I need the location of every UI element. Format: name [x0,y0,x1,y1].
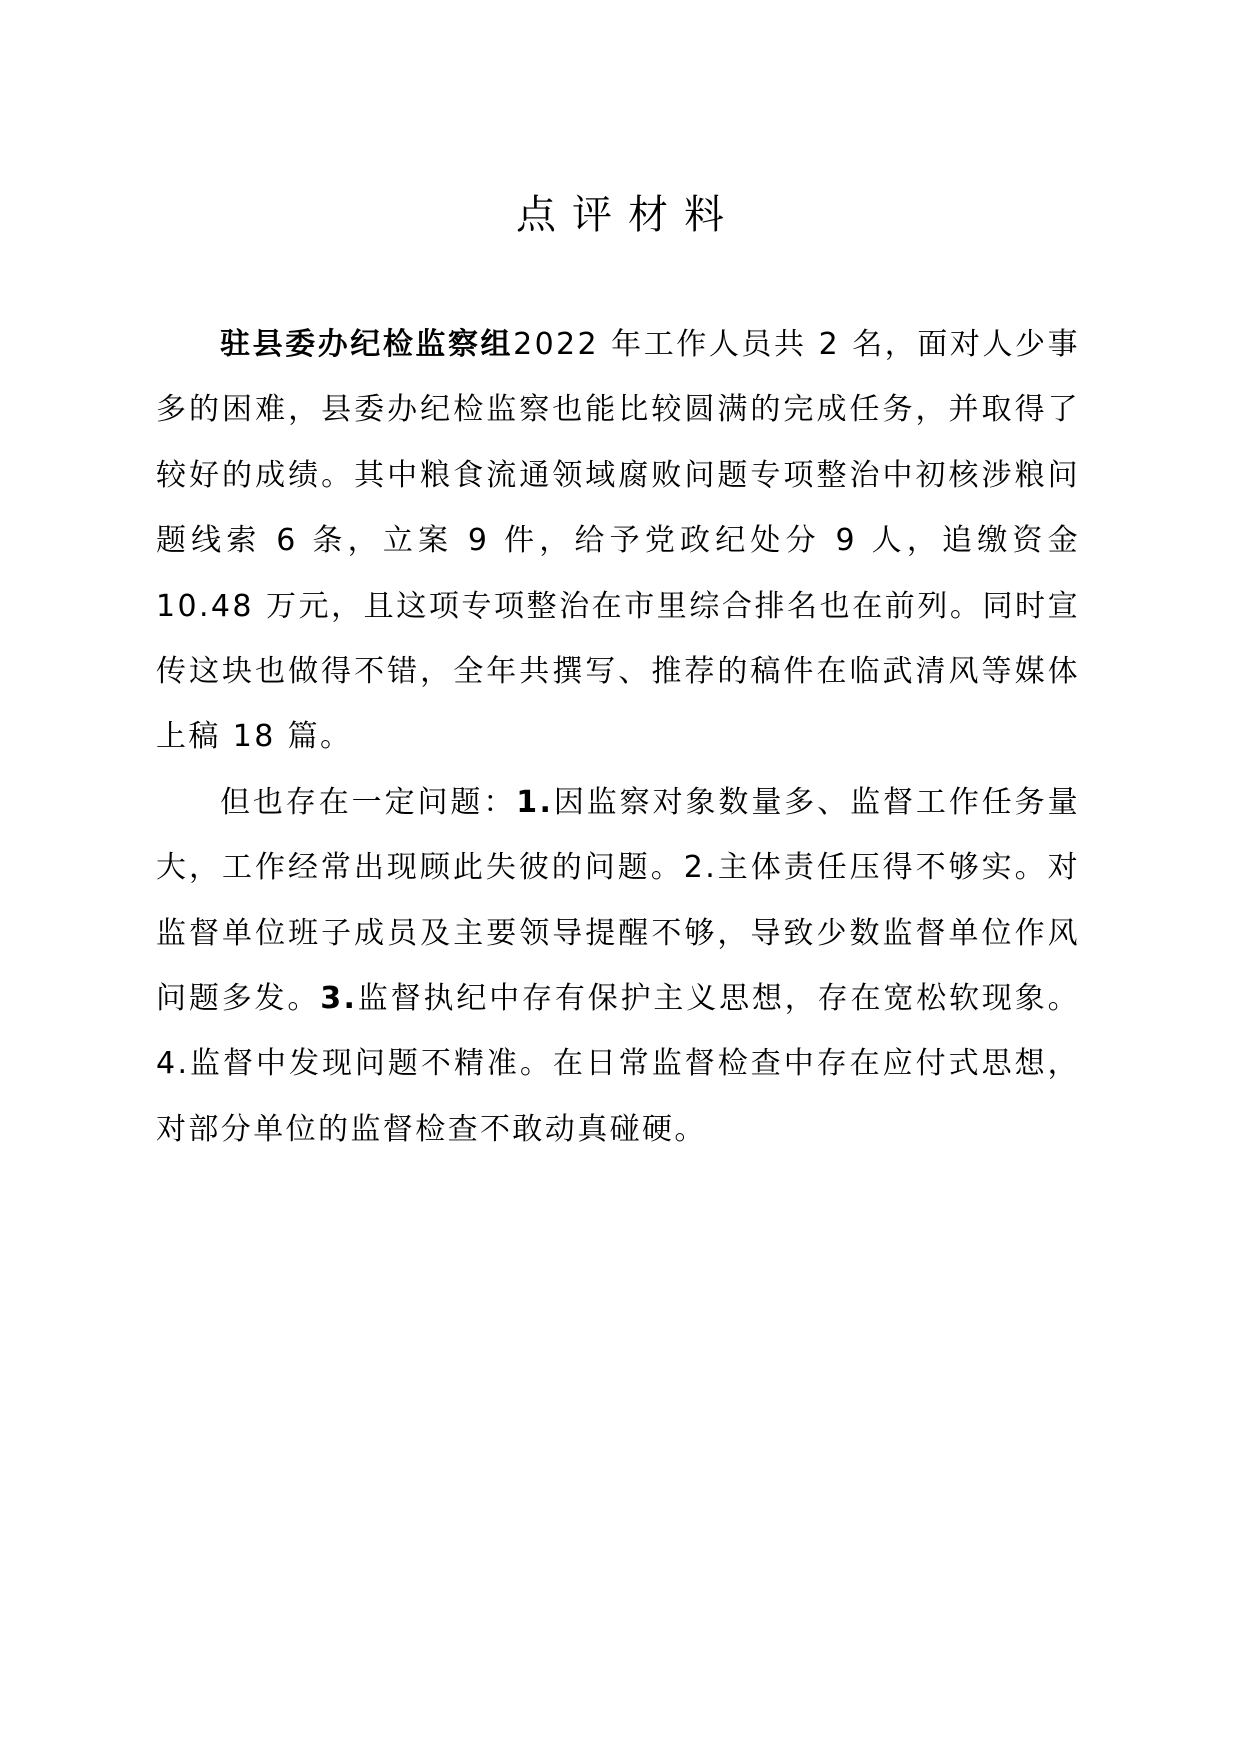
paragraph-2-items-3-4: 监督执纪中存有保护主义思想，存在宽松软现象。4.监督中发现问题不精准。在日常监督检查中存在应付式思想，对部分单位的监督检查不敢动真碰硬。 [156,981,1080,1147]
item-number-1: 1. [516,784,554,820]
paragraph-2-items-1-2: 因监察对象数量多、监督工作任务量大，工作经常出现顾此失彼的问题。2.主体责任压得不够实。对监督单位班子成员及主要领导提醒不够，导致少数监督单位作风问题多发。 [156,784,1080,1017]
paragraph-2-intro: 但也存在一定问题： [220,784,517,820]
paragraph-1-text: 2022 年工作人员共 2 名，面对人少事多的困难，县委办纪检监察也能比较圆满的完成任务，并取得了较好的成绩。其中粮食流通领域腐败问题专项整治中初核涉粮问题线索 6 条，立案 9 件，给予党政纪处分 9 人，追缴资金 10.48 万元，且这项专项整治在市里综合排名也在前列。同时宣传这块也做得不错，全年共撰写、推荐的稿件在临武清风等媒体上稿 18 篇。 [156,327,1080,755]
document-body [156,312,1080,1162]
page-title: 点评材料 [516,192,740,238]
paragraph-1 [156,312,1080,770]
item-number-3: 3. [320,981,358,1017]
paragraph-2 [156,770,1080,1162]
organization-name: 驻县委办纪检监察组 [220,327,514,362]
